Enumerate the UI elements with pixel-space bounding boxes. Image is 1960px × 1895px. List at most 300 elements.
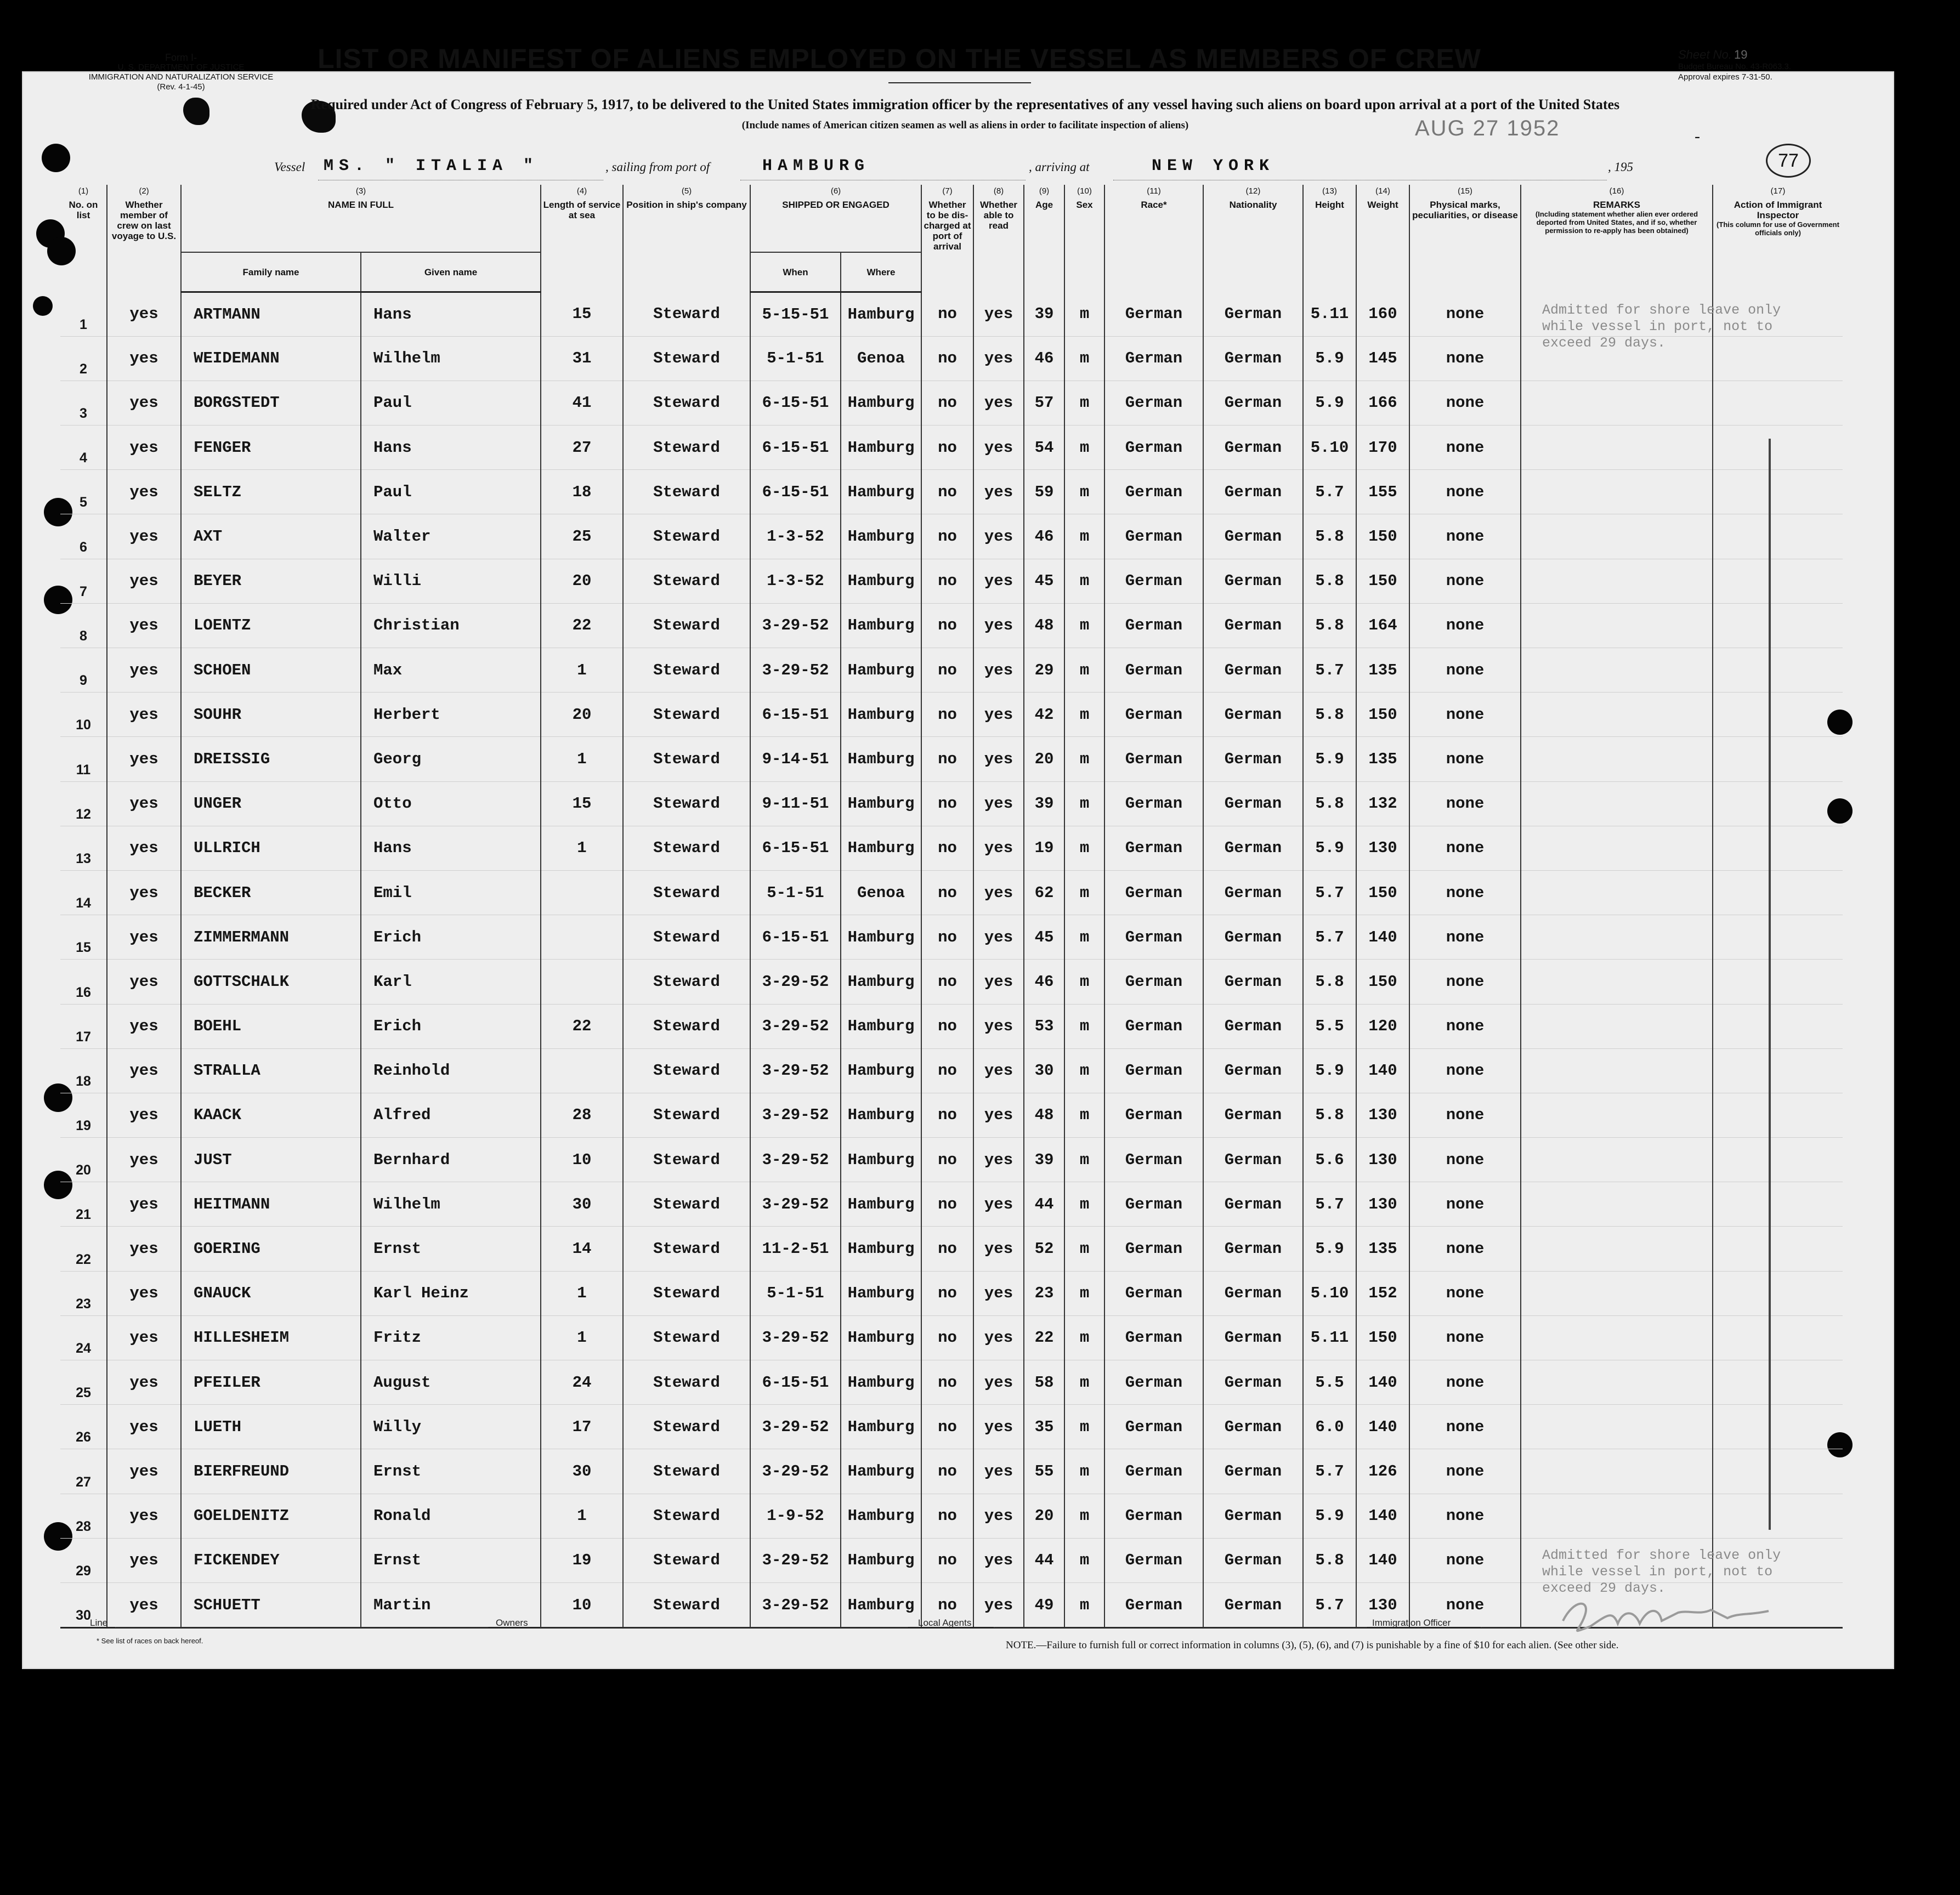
able-to-read-cell: yes [973, 826, 1024, 870]
row-number: 28 [60, 1494, 107, 1538]
nationality-cell: German [1203, 1405, 1303, 1449]
family-name-cell: LOENTZ [181, 603, 361, 648]
weight-cell: 135 [1356, 1227, 1409, 1271]
discharged-cell: no [921, 514, 973, 559]
shipped-when-cell: 6-15-51 [750, 470, 841, 514]
position-cell: Steward [623, 1538, 750, 1582]
nationality-cell: German [1203, 336, 1303, 381]
last-voyage-cell: yes [107, 1449, 181, 1494]
row-number: 25 [60, 1360, 107, 1405]
shipped-where-cell: Hamburg [841, 737, 921, 781]
shipped-when-cell: 5-15-51 [750, 292, 841, 337]
discharged-cell: no [921, 781, 973, 826]
service-cell: 1 [541, 648, 623, 693]
nationality-cell: German [1203, 1582, 1303, 1627]
age-cell: 48 [1024, 603, 1064, 648]
physical-marks-cell: none [1409, 1360, 1521, 1405]
age-cell: 46 [1024, 514, 1064, 559]
shipped-when-cell: 1-3-52 [750, 514, 841, 559]
height-cell: 5.9 [1303, 1494, 1356, 1538]
weight-cell: 120 [1356, 1004, 1409, 1048]
col-header-when: When [750, 252, 841, 292]
shipped-where-cell: Hamburg [841, 514, 921, 559]
discharged-cell: no [921, 1182, 973, 1227]
position-cell: Steward [623, 1494, 750, 1538]
shipped-where-cell: Hamburg [841, 1227, 921, 1271]
discharged-cell: no [921, 693, 973, 737]
height-cell: 5.7 [1303, 1582, 1356, 1627]
last-voyage-cell: yes [107, 648, 181, 693]
table-row [60, 1360, 1843, 1405]
race-cell: German [1104, 603, 1203, 648]
given-name-cell: Karl [361, 960, 541, 1004]
row-number: 27 [60, 1449, 107, 1494]
nationality-cell: German [1203, 292, 1303, 337]
weight-cell: 140 [1356, 1494, 1409, 1538]
race-cell: German [1104, 425, 1203, 470]
height-cell: 5.8 [1303, 781, 1356, 826]
shipped-where-cell: Hamburg [841, 693, 921, 737]
table-row [60, 1449, 1843, 1494]
weight-cell: 130 [1356, 1138, 1409, 1182]
inspector-action-cell [1713, 425, 1843, 470]
race-cell: German [1104, 1315, 1203, 1360]
given-name-cell: Willy [361, 1405, 541, 1449]
last-voyage-cell: yes [107, 1048, 181, 1093]
discharged-cell: no [921, 603, 973, 648]
to-port: NEW YORK [1152, 157, 1275, 175]
penalty-note: NOTE.—Failure to furnish full or correct information in columns (3), (5), (6), and (7) is punishable by a fine of $10 for each alien. (See other side. [1006, 1639, 1619, 1651]
physical-marks-cell: none [1409, 1138, 1521, 1182]
height-cell: 5.8 [1303, 603, 1356, 648]
crew-rows [60, 292, 1843, 1628]
weight-cell: 135 [1356, 648, 1409, 693]
races-footnote: * See list of races on back hereof. [97, 1637, 203, 1645]
remarks-cell [1521, 1138, 1713, 1182]
discharged-cell: no [921, 737, 973, 781]
race-cell: German [1104, 915, 1203, 960]
inspector-action-cell [1713, 781, 1843, 826]
family-name-cell: BIERFREUND [181, 1449, 361, 1494]
year-label: , 195 [1608, 160, 1633, 174]
discharged-cell: no [921, 1582, 973, 1627]
inspector-action-cell [1713, 470, 1843, 514]
service-cell: 19 [541, 1538, 623, 1582]
family-name-cell: DREISSIG [181, 737, 361, 781]
family-name-cell: AXT [181, 514, 361, 559]
remarks-cell [1521, 737, 1713, 781]
able-to-read-cell: yes [973, 1405, 1024, 1449]
able-to-read-cell: yes [973, 1449, 1024, 1494]
budget-bureau: Budget Bureau No. 43-R063.3. [1678, 62, 1791, 71]
family-name-cell: BEYER [181, 559, 361, 603]
inspector-action-cell [1713, 826, 1843, 870]
height-cell: 5.7 [1303, 1449, 1356, 1494]
col-header-race: (11) Race* [1104, 185, 1203, 292]
able-to-read-cell: yes [973, 1093, 1024, 1137]
remarks-cell [1521, 559, 1713, 603]
inspector-action-cell [1713, 870, 1843, 915]
given-name-cell: Paul [361, 381, 541, 425]
weight-cell: 155 [1356, 470, 1409, 514]
row-number: 15 [60, 915, 107, 960]
weight-cell: 130 [1356, 1582, 1409, 1627]
age-cell: 39 [1024, 781, 1064, 826]
shipped-when-cell: 5-1-51 [750, 870, 841, 915]
remarks-cell [1521, 1271, 1713, 1315]
shipped-where-cell: Hamburg [841, 425, 921, 470]
service-cell: 10 [541, 1582, 623, 1627]
age-cell: 44 [1024, 1182, 1064, 1227]
weight-cell: 140 [1356, 1538, 1409, 1582]
height-cell: 5.6 [1303, 1138, 1356, 1182]
shipped-when-cell: 1-9-52 [750, 1494, 841, 1538]
sex-cell: m [1064, 826, 1104, 870]
family-name-cell: BOEHL [181, 1004, 361, 1048]
given-name-cell: Wilhelm [361, 1182, 541, 1227]
able-to-read-cell: yes [973, 960, 1024, 1004]
sex-cell: m [1064, 960, 1104, 1004]
age-cell: 57 [1024, 381, 1064, 425]
row-number: 3 [60, 381, 107, 425]
given-name-cell: Erich [361, 915, 541, 960]
height-cell: 5.7 [1303, 470, 1356, 514]
table-row [60, 381, 1843, 425]
able-to-read-cell: yes [973, 1315, 1024, 1360]
shipped-when-cell: 3-29-52 [750, 1182, 841, 1227]
shipped-when-cell: 6-15-51 [750, 693, 841, 737]
weight-cell: 130 [1356, 1182, 1409, 1227]
race-cell: German [1104, 870, 1203, 915]
age-cell: 19 [1024, 826, 1064, 870]
shipped-where-cell: Hamburg [841, 648, 921, 693]
row-number: 12 [60, 781, 107, 826]
able-to-read-cell: yes [973, 915, 1024, 960]
crew-table [60, 185, 1843, 1629]
weight-cell: 150 [1356, 514, 1409, 559]
service-cell: 24 [541, 1360, 623, 1405]
given-name-cell: Ernst [361, 1227, 541, 1271]
height-cell: 5.7 [1303, 1182, 1356, 1227]
row-number: 4 [60, 425, 107, 470]
age-cell: 45 [1024, 559, 1064, 603]
physical-marks-cell: none [1409, 425, 1521, 470]
sex-cell: m [1064, 737, 1104, 781]
physical-marks-cell: none [1409, 559, 1521, 603]
given-name-cell: Wilhelm [361, 336, 541, 381]
remarks-cell [1521, 292, 1781, 351]
last-voyage-cell: yes [107, 514, 181, 559]
able-to-read-cell: yes [973, 1138, 1024, 1182]
service-cell [541, 960, 623, 1004]
service-cell: 27 [541, 425, 623, 470]
row-number: 14 [60, 870, 107, 915]
family-name-cell: LUETH [181, 1405, 361, 1449]
given-name-cell: Erich [361, 1004, 541, 1048]
physical-marks-cell: none [1409, 514, 1521, 559]
circled-number: 77 [1766, 144, 1811, 178]
nationality-cell: German [1203, 960, 1303, 1004]
position-cell: Steward [623, 826, 750, 870]
position-cell: Steward [623, 1582, 750, 1627]
shipped-when-cell: 3-29-52 [750, 648, 841, 693]
inspector-action-cell [1713, 514, 1843, 559]
inspector-action-cell [1713, 737, 1843, 781]
sex-cell: m [1064, 1227, 1104, 1271]
age-cell: 30 [1024, 1048, 1064, 1093]
family-name-cell: SCHUETT [181, 1582, 361, 1627]
weight-cell: 150 [1356, 693, 1409, 737]
department: U. S. DEPARTMENT OF JUSTICE [117, 63, 245, 72]
family-name-cell: PFEILER [181, 1360, 361, 1405]
row-number: 24 [60, 1315, 107, 1360]
physical-marks-cell: none [1409, 648, 1521, 693]
remarks-cell [1521, 693, 1713, 737]
shipped-where-cell: Hamburg [841, 1048, 921, 1093]
table-row [60, 1405, 1843, 1449]
physical-marks-cell: none [1409, 1538, 1521, 1582]
age-cell: 20 [1024, 737, 1064, 781]
height-cell: 5.11 [1303, 292, 1356, 337]
height-cell: 5.9 [1303, 1227, 1356, 1271]
height-cell: 5.8 [1303, 514, 1356, 559]
race-cell: German [1104, 1449, 1203, 1494]
discharged-cell: no [921, 1538, 973, 1582]
service-cell: 28 [541, 1093, 623, 1137]
col-header-given: Given name [361, 252, 541, 292]
sex-cell: m [1064, 915, 1104, 960]
row-number: 2 [60, 336, 107, 381]
race-cell: German [1104, 292, 1203, 337]
shipped-where-cell: Hamburg [841, 826, 921, 870]
age-cell: 54 [1024, 425, 1064, 470]
remarks-cell [1521, 960, 1713, 1004]
able-to-read-cell: yes [973, 693, 1024, 737]
date-stamp: AUG 27 1952 [1415, 116, 1560, 140]
inspector-action-cell [1713, 559, 1843, 603]
nationality-cell: German [1203, 603, 1303, 648]
last-voyage-cell: yes [107, 559, 181, 603]
remarks-cell [1521, 1360, 1713, 1405]
nationality-cell: German [1203, 1271, 1303, 1315]
shipped-when-cell: 3-29-52 [750, 1138, 841, 1182]
shipped-where-cell: Hamburg [841, 781, 921, 826]
height-cell: 5.10 [1303, 425, 1356, 470]
weight-cell: 130 [1356, 1093, 1409, 1137]
shipped-where-cell: Genoa [841, 336, 921, 381]
position-cell: Steward [623, 1360, 750, 1405]
age-cell: 49 [1024, 1582, 1064, 1627]
physical-marks-cell: none [1409, 1315, 1521, 1360]
family-name-cell: BECKER [181, 870, 361, 915]
punch-hole [42, 144, 70, 172]
race-cell: German [1104, 1271, 1203, 1315]
position-cell: Steward [623, 425, 750, 470]
shipped-when-cell: 6-15-51 [750, 381, 841, 425]
able-to-read-cell: yes [973, 1227, 1024, 1271]
remarks-cell [1521, 1494, 1713, 1538]
race-cell: German [1104, 781, 1203, 826]
physical-marks-cell: none [1409, 381, 1521, 425]
nationality-cell: German [1203, 381, 1303, 425]
inspector-action-cell [1713, 1227, 1843, 1271]
last-voyage-cell: yes [107, 1360, 181, 1405]
service-cell: 18 [541, 470, 623, 514]
table-row [60, 514, 1843, 559]
remarks-cell [1521, 915, 1713, 960]
able-to-read-cell: yes [973, 1538, 1024, 1582]
weight-cell: 150 [1356, 559, 1409, 603]
remarks-cell [1521, 425, 1713, 470]
inspector-action-cell [1713, 1138, 1843, 1182]
height-cell: 5.7 [1303, 870, 1356, 915]
last-voyage-cell: yes [107, 1405, 181, 1449]
nationality-cell: German [1203, 870, 1303, 915]
physical-marks-cell: none [1409, 603, 1521, 648]
weight-cell: 126 [1356, 1449, 1409, 1494]
last-voyage-cell: yes [107, 425, 181, 470]
family-name-cell: KAACK [181, 1093, 361, 1137]
nationality-cell: German [1203, 1004, 1303, 1048]
shipped-where-cell: Hamburg [841, 1449, 921, 1494]
position-cell: Steward [623, 781, 750, 826]
remarks-cell [1521, 1048, 1713, 1093]
given-name-cell: Ernst [361, 1449, 541, 1494]
service: IMMIGRATION AND NATURALIZATION SERVICE [88, 72, 274, 82]
footer-officer-label: Immigration Officer [1372, 1618, 1451, 1628]
position-cell: Steward [623, 381, 750, 425]
position-cell: Steward [623, 1405, 750, 1449]
shipped-where-cell: Hamburg [841, 292, 921, 337]
family-name-cell: GNAUCK [181, 1271, 361, 1315]
physical-marks-cell: none [1409, 781, 1521, 826]
discharged-cell: no [921, 336, 973, 381]
col-header-last-voyage: (2) Whether member of crew on last voyage to U.S. [107, 185, 181, 292]
row-number: 11 [60, 737, 107, 781]
shipped-when-cell: 3-29-52 [750, 1405, 841, 1449]
weight-cell: 150 [1356, 870, 1409, 915]
table-row [60, 292, 1843, 337]
given-name-cell: Georg [361, 737, 541, 781]
sex-cell: m [1064, 1494, 1104, 1538]
last-voyage-cell: yes [107, 1582, 181, 1627]
given-name-cell: Emil [361, 870, 541, 915]
service-cell: 1 [541, 1494, 623, 1538]
last-voyage-cell: yes [107, 1271, 181, 1315]
family-name-cell: JUST [181, 1138, 361, 1182]
race-cell: German [1104, 514, 1203, 559]
sex-cell: m [1064, 1004, 1104, 1048]
position-cell: Steward [623, 1449, 750, 1494]
race-cell: German [1104, 693, 1203, 737]
shipped-when-cell: 1-3-52 [750, 559, 841, 603]
subtitle-note: (Include names of American citizen seamen as well as aliens in order to facilitate inspection of aliens) [741, 120, 1189, 131]
position-cell: Steward [623, 470, 750, 514]
discharged-cell: no [921, 1271, 973, 1315]
race-cell: German [1104, 1227, 1203, 1271]
age-cell: 45 [1024, 915, 1064, 960]
physical-marks-cell: none [1409, 292, 1521, 337]
table-row [60, 1227, 1843, 1271]
shipped-where-cell: Hamburg [841, 1004, 921, 1048]
last-voyage-cell: yes [107, 292, 181, 337]
given-name-cell: Martin [361, 1582, 541, 1627]
given-name-cell: Walter [361, 514, 541, 559]
shipped-where-cell: Hamburg [841, 1582, 921, 1627]
last-voyage-cell: yes [107, 737, 181, 781]
table-row [60, 1093, 1843, 1137]
physical-marks-cell: none [1409, 870, 1521, 915]
given-name-cell: Alfred [361, 1093, 541, 1137]
age-cell: 23 [1024, 1271, 1064, 1315]
physical-marks-cell: none [1409, 693, 1521, 737]
physical-marks-cell: none [1409, 1449, 1521, 1494]
col-header-service: (4) Length of service at sea [541, 185, 623, 292]
col-header-sex: (10) Sex [1064, 185, 1104, 292]
weight-cell: 140 [1356, 1360, 1409, 1405]
race-cell: German [1104, 470, 1203, 514]
given-name-cell: Karl Heinz [361, 1271, 541, 1315]
service-cell: 10 [541, 1138, 623, 1182]
col-header-age: (9) Age [1024, 185, 1064, 292]
able-to-read-cell: yes [973, 381, 1024, 425]
able-to-read-cell: yes [973, 648, 1024, 693]
col-header-where: Where [841, 252, 921, 292]
last-voyage-cell: yes [107, 336, 181, 381]
service-cell: 17 [541, 1405, 623, 1449]
nationality-cell: German [1203, 1138, 1303, 1182]
table-row [60, 915, 1843, 960]
inspector-action-cell [1713, 381, 1843, 425]
remarks-cell [1521, 1093, 1713, 1137]
col-header-height: (13) Height [1303, 185, 1356, 292]
height-cell: 5.8 [1303, 559, 1356, 603]
arriving-label: , arriving at [1029, 160, 1090, 174]
weight-cell: 140 [1356, 1405, 1409, 1449]
position-cell: Steward [623, 1227, 750, 1271]
family-name-cell: ARTMANN [181, 292, 361, 337]
shipped-where-cell: Hamburg [841, 1182, 921, 1227]
shipped-where-cell: Hamburg [841, 1360, 921, 1405]
given-name-cell: Herbert [361, 693, 541, 737]
sex-cell: m [1064, 1405, 1104, 1449]
form-identifier [82, 53, 280, 92]
row-number: 7 [60, 559, 107, 603]
shipped-where-cell: Hamburg [841, 1405, 921, 1449]
weight-cell: 130 [1356, 826, 1409, 870]
inspector-action-cell [1713, 1360, 1843, 1405]
sex-cell: m [1064, 1582, 1104, 1627]
title-rule [888, 82, 1031, 83]
remarks-cell [1521, 514, 1713, 559]
given-name-cell: Fritz [361, 1315, 541, 1360]
footer-line-label: Line [90, 1618, 108, 1628]
sex-cell: m [1064, 336, 1104, 381]
discharged-cell: no [921, 870, 973, 915]
given-name-cell: Reinhold [361, 1048, 541, 1093]
family-name-cell: FICKENDEY [181, 1538, 361, 1582]
inspector-action-cell [1713, 1315, 1843, 1360]
age-cell: 52 [1024, 1227, 1064, 1271]
age-cell: 46 [1024, 336, 1064, 381]
physical-marks-cell: none [1409, 1004, 1521, 1048]
revision: (Rev. 4-1-45) [157, 82, 205, 92]
remarks-cell [1521, 1315, 1713, 1360]
remarks-cell [1521, 1405, 1713, 1449]
position-cell: Steward [623, 603, 750, 648]
approval-expires: Approval expires 7-31-50. [1678, 72, 1772, 82]
shipped-when-cell: 3-29-52 [750, 1093, 841, 1137]
